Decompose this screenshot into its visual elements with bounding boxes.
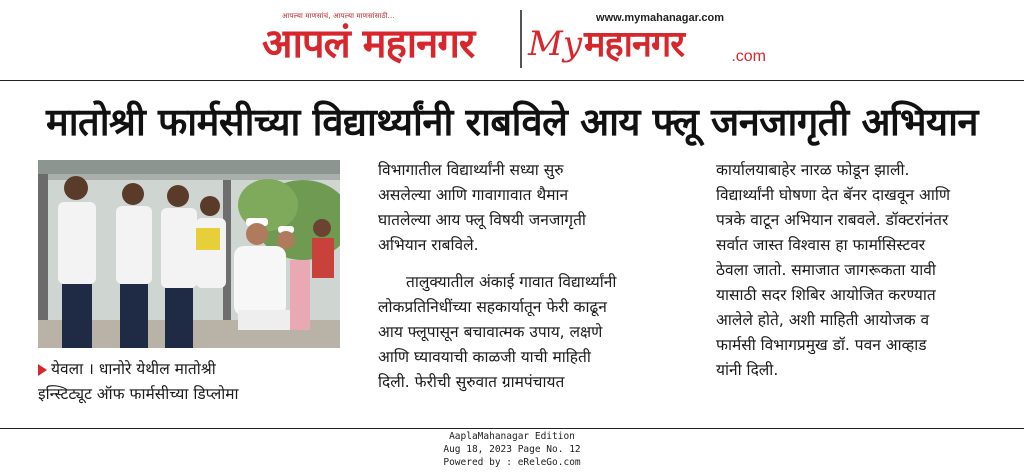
students-with-villager-photo-icon bbox=[38, 160, 340, 348]
body-line: पत्रके वाटून अभियान राबवले. डॉक्टरांनंतर bbox=[716, 211, 949, 229]
dateline-line: येवला । धानोरे येथील मातोश्री bbox=[38, 357, 340, 382]
body-line: यासाठी सदर शिबिर आयोजित करण्यात bbox=[716, 286, 936, 304]
body-line: ठेवला जातो. समाजात जागरूकता यावी bbox=[716, 261, 936, 279]
body-line: आय फ्लूपासून बचावात्मक उपाय, लक्षणे bbox=[378, 323, 603, 341]
article-column-2 bbox=[378, 158, 680, 395]
body-line: घातलेल्या आय फ्लू विषयी जनजागृती bbox=[378, 211, 586, 229]
article-photo bbox=[38, 160, 340, 348]
masthead-divider bbox=[520, 10, 522, 68]
article-column-3 bbox=[716, 158, 1016, 383]
masthead-url: www.mymahanagar.com bbox=[596, 12, 724, 24]
article-headline: मातोश्री फार्मसीच्या विद्यार्थ्यांनी राबविले आय फ्लू जनजागृती अभियान bbox=[45, 100, 979, 144]
paragraph-gap bbox=[378, 258, 680, 270]
body-line: फार्मसी विभागप्रमुख डॉ. पवन आव्हाड bbox=[716, 336, 927, 354]
body-line: इन्स्टिट्यूट ऑफ फार्मसीच्या डिप्लोमा bbox=[38, 385, 239, 403]
footer-edition: AaplaMahanagar Edition bbox=[449, 431, 575, 442]
body-line: दिली. फेरीची सुरुवात ग्रामपंचायत bbox=[378, 373, 565, 391]
top-rule bbox=[0, 80, 1024, 81]
page-footer bbox=[0, 430, 1024, 469]
masthead-my: My bbox=[528, 24, 583, 64]
body-line: सर्वात जास्त विश्वास हा फार्मासिस्टवर bbox=[716, 236, 926, 254]
body-line: विभागातील विद्यार्थ्यांनी सध्या सुरु bbox=[378, 161, 564, 179]
masthead-com: .com bbox=[731, 48, 766, 65]
masthead-right-logo bbox=[528, 8, 766, 70]
article-column-1 bbox=[38, 357, 340, 407]
footer-powered: Powered by : eReleGo.com bbox=[443, 457, 581, 468]
masthead-brand: महानगर bbox=[584, 24, 684, 65]
body-line: कार्यालयाबाहेर नारळ फोडून झाली. bbox=[716, 161, 910, 179]
body-line: तालुक्यातील अंकाई गावात विद्यार्थ्यांनी bbox=[406, 273, 617, 291]
body-line: आणि घ्यावयाची काळजी याची माहिती bbox=[378, 348, 591, 366]
masthead-left-logo bbox=[262, 8, 516, 70]
footer-date-page: Aug 18, 2023 Page No. 12 bbox=[443, 444, 581, 455]
body-line: असलेल्या आणि गावागावात थैमान bbox=[378, 186, 569, 204]
body-line: विद्यार्थ्यांनी घोषणा देत बॅनर दाखवून आणि bbox=[716, 186, 951, 204]
masthead-tagline: आपल्या माणसांचं, आपल्या माणसांसाठी... bbox=[282, 12, 395, 20]
masthead-title: आपलं महानगर bbox=[262, 21, 475, 67]
body-line: लोकप्रतिनिधींच्या सहकार्यातून फेरी काढून bbox=[378, 298, 607, 316]
bottom-rule bbox=[0, 428, 1024, 429]
body-line: अभियान राबविले. bbox=[378, 236, 479, 254]
body-line: आलेले होते, अशी माहिती आयोजक व bbox=[716, 311, 930, 329]
body-line: यांनी दिली. bbox=[716, 361, 779, 379]
masthead bbox=[262, 8, 766, 70]
dateline-arrow-icon bbox=[38, 364, 47, 376]
